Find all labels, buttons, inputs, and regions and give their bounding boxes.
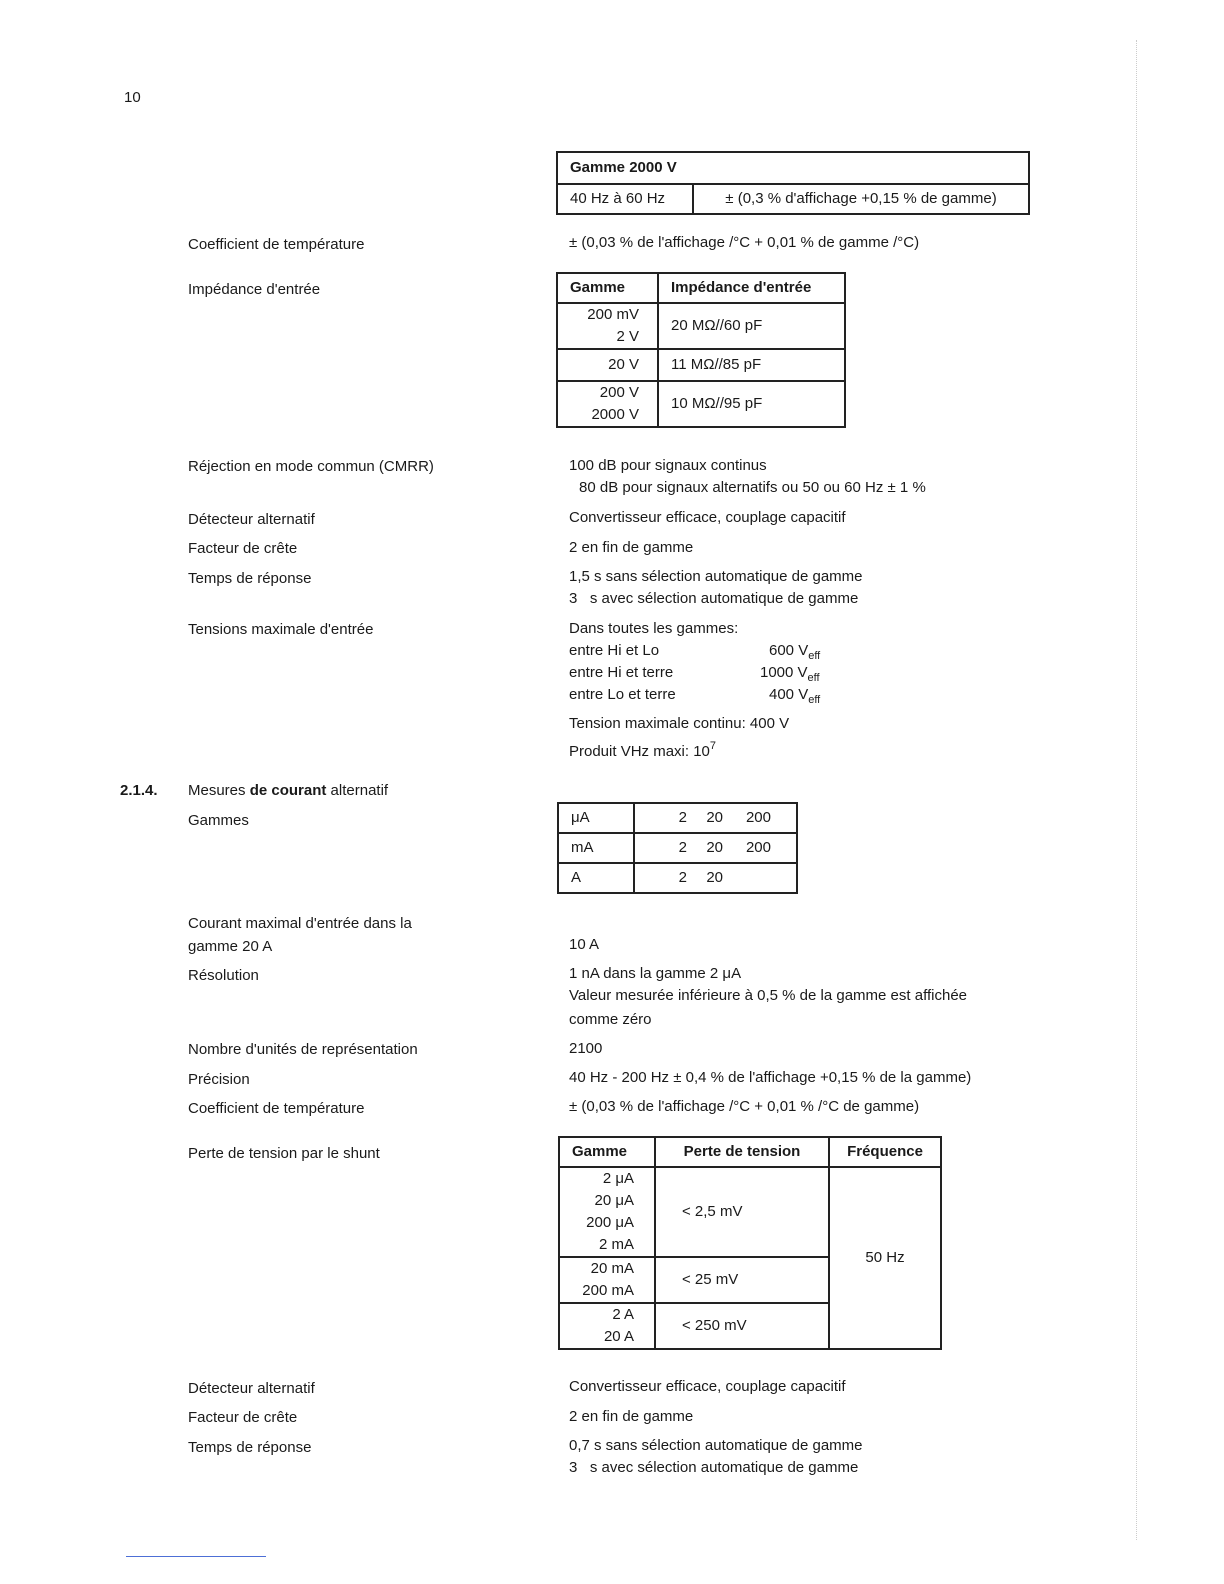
resolution-line3: comme zéro (569, 1011, 652, 1028)
shunt-loss: < 2,5 mV (655, 1167, 829, 1257)
shunt-range: 200 μA (586, 1214, 634, 1231)
cmrr-line1: 100 dB pour signaux continus (569, 457, 767, 474)
shunt-header-loss: Perte de tension (655, 1137, 829, 1167)
max-current-value: 10 A (569, 936, 600, 953)
range-values: 2 20 (634, 863, 797, 893)
temp-coeff-2-value: ± (0,03 % de l'affichage /°C + 0,01 % /°C de gamme) (569, 1098, 920, 1115)
impedance-table (556, 272, 846, 428)
impedance-range: 200 V (599, 384, 639, 401)
shunt-range-cell (559, 1167, 655, 1257)
cmrr-line2: 80 dB pour signaux alternatifs ou 50 ou 60 Hz ± 1 % (579, 479, 926, 496)
temp-coeff-2-label: Coefficient de température (188, 1100, 365, 1117)
shunt-loss: < 25 mV (655, 1257, 829, 1303)
gamme-2000-freq: 40 Hz à 60 Hz (557, 184, 693, 214)
range-unit: A (558, 863, 634, 893)
impedance-header-range: Gamme (557, 273, 658, 303)
impedance-header-value: Impédance d'entrée (658, 273, 845, 303)
shunt-range: 20 mA (590, 1260, 634, 1277)
dc-max-voltage: Tension maximale continu: 400 V (569, 715, 790, 732)
ac-detector-value: Convertisseur efficace, couplage capacitif (569, 509, 846, 526)
impedance-value: 10 MΩ//95 pF (658, 381, 845, 427)
crest-factor-2-label: Facteur de crête (188, 1409, 298, 1426)
gamme-2000-table (556, 151, 1030, 215)
response-time-2-label: Temps de réponse (188, 1439, 312, 1456)
max-voltage-row-value: 600 $V_{eff}$ (769, 642, 821, 662)
shunt-range: 2 μA (602, 1170, 634, 1187)
shunt-header-frequency: Fréquence (829, 1137, 941, 1167)
shunt-range: 200 mA (582, 1282, 634, 1299)
response-time-2-line2: 3 s avec sélection automatique de gamme (569, 1459, 859, 1476)
ranges-label: Gammes (188, 812, 249, 829)
crest-factor-label: Facteur de crête (188, 540, 298, 557)
max-voltage-row-label: entre Hi et terre (569, 664, 674, 681)
crest-factor-2-value: 2 en fin de gamme (569, 1408, 694, 1425)
range-values: 2 20 200 (634, 803, 797, 833)
max-current-label-line1: Courant maximal d'entrée dans la (188, 915, 412, 932)
impedance-label: Impédance d'entrée (188, 281, 321, 298)
response-time-line2: 3 s avec sélection automatique de gamme (569, 590, 859, 607)
impedance-range: 2 V (616, 328, 639, 345)
max-voltage-label: Tensions maximale d'entrée (188, 621, 374, 638)
resolution-line1: 1 nA dans la gamme 2 μA (569, 965, 742, 982)
shunt-label: Perte de tension par le shunt (188, 1145, 380, 1162)
resolution-label: Résolution (188, 967, 259, 984)
shunt-header-range: Gamme (559, 1137, 655, 1167)
section-title: Mesures de courant alternatif (188, 782, 389, 799)
cmrr-label: Réjection en mode commun (CMRR) (188, 458, 434, 475)
scan-edge (1136, 40, 1138, 1540)
impedance-range: 200 mV (587, 306, 639, 323)
precision-label: Précision (188, 1071, 250, 1088)
max-voltage-intro: Dans toutes les gammes: (569, 620, 739, 637)
max-current-label-line2: gamme 20 A (188, 938, 273, 955)
shunt-range: 20 μA (594, 1192, 634, 1209)
shunt-table (558, 1136, 942, 1350)
gamme-2000-accuracy: ± (0,3 % d'affichage +0,15 % de gamme) (693, 184, 1029, 214)
shunt-range-cell (559, 1257, 655, 1303)
shunt-frequency: 50 Hz (829, 1167, 941, 1349)
impedance-value: 11 MΩ//85 pF (658, 349, 845, 381)
shunt-range-cell (559, 1303, 655, 1349)
units-count-label: Nombre d'unités de représentation (188, 1041, 418, 1058)
shunt-range: 2 mA (598, 1236, 634, 1253)
range-unit: mA (558, 833, 634, 863)
range-values: 2 20 200 (634, 833, 797, 863)
impedance-range-cell (557, 303, 658, 349)
shunt-range: 2 A (612, 1306, 634, 1323)
response-time-line1: 1,5 s sans sélection automatique de gamme (569, 568, 863, 585)
units-count-value: 2100 (569, 1040, 603, 1057)
shunt-loss: < 250 mV (655, 1303, 829, 1349)
response-time-label: Temps de réponse (188, 570, 312, 587)
page-number: 10 (124, 89, 141, 106)
impedance-range: 2000 V (591, 406, 639, 423)
vhz-product: Produit VHz maxi: $10^7$ (569, 740, 717, 760)
shunt-range: 20 A (603, 1328, 634, 1345)
gamme-2000-header: Gamme 2000 V (557, 152, 1029, 184)
ac-detector-2-label: Détecteur alternatif (188, 1380, 315, 1397)
temp-coeff-label: Coefficient de température (188, 236, 365, 253)
impedance-value: 20 MΩ//60 pF (658, 303, 845, 349)
max-voltage-row-label: entre Hi et Lo (569, 642, 660, 659)
resolution-line2: Valeur mesurée inférieure à 0,5 % de la gamme est affichée (569, 987, 967, 1004)
ac-detector-label: Détecteur alternatif (188, 511, 315, 528)
max-voltage-row-value: 400 $V_{eff}$ (769, 686, 821, 706)
precision-value: 40 Hz - 200 Hz ± 0,4 % de l'affichage +0,15 % de la gamme) (569, 1069, 972, 1086)
impedance-range: 20 V (557, 349, 658, 381)
footer-rule (126, 1556, 266, 1557)
temp-coeff-value: ± (0,03 % de l'affichage /°C + 0,01 % de gamme /°C) (569, 234, 920, 251)
max-voltage-row-value: 1000 $V_{eff}$ (760, 664, 820, 684)
impedance-range-cell (557, 381, 658, 427)
section-number: 2.1.4. (120, 782, 158, 799)
response-time-2-line1: 0,7 s sans sélection automatique de gamme (569, 1437, 863, 1454)
crest-factor-value: 2 en fin de gamme (569, 539, 694, 556)
range-unit: μA (558, 803, 634, 833)
current-ranges-table (557, 802, 798, 894)
ac-detector-2-value: Convertisseur efficace, couplage capacitif (569, 1378, 846, 1395)
max-voltage-row-label: entre Lo et terre (569, 686, 676, 703)
